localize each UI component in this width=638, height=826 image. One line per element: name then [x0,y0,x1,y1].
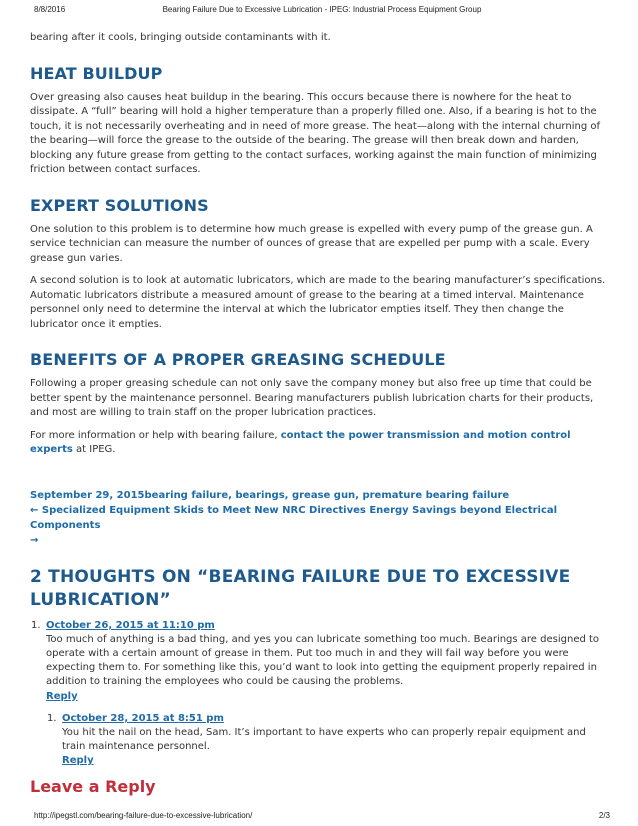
comment-reply-link[interactable]: Reply [46,690,78,702]
comment-list [30,619,610,769]
benefits-paragraph-1: Following a proper greasing schedule can not only save the company money but also free up time that could be better spent by the maintenance personnel. Bearing manufacturers publish lubrication charts for their products, and most are willing to train staff on the proper lubrication practices. [30,378,594,418]
heat-buildup-heading: HEAT BUILDUP [30,63,163,83]
previous-post-link[interactable]: ← Specialized Equipment Skids to Meet New NRC Directives Energy Savings beyond Electrical Components [30,504,558,531]
comment-replies [46,712,610,769]
benefits-text-after: at IPEG. [72,444,116,455]
comment-timestamp-link[interactable]: October 28, 2015 at 8:51 pm [62,712,224,724]
post-date-link[interactable]: September 29, 2015 [30,489,145,501]
comment-reply-link[interactable]: Reply [62,755,94,767]
comment-item [30,619,610,769]
leave-reply-heading: Leave a Reply [30,776,156,796]
benefits-text-before: For more information or help with bearing failure, [30,429,281,441]
print-date: 8/8/2016 [34,5,66,14]
article-content [30,31,610,797]
post-meta [30,488,610,548]
print-url: http://ipegstl.com/bearing-failure-due-to-excessive-lubrication/ [34,811,253,820]
post-meta-row [30,488,610,503]
print-page-number: 2/3 [598,811,610,820]
comment-timestamp-link[interactable]: October 26, 2015 at 11:10 pm [46,619,215,631]
print-title: Bearing Failure Due to Excessive Lubrication - IPEG: Industrial Process Equipment Group [162,5,482,14]
comment-text: Too much of anything is a bad thing, and yes you can lubricate something too much. Bearings are designed to operate with a certain amount of grease in them. Put too much in and they will fail way before you were expecting them to. For something like this, you’d want to look into getting the equipment properly repaired in addition to training the employees who could be causing the problems. [46,633,600,688]
comment-text: You hit the nail on the head, Sam. It’s important to have experts who can properly repair equipment and train maintenance personnel. [62,726,586,753]
next-post-arrow[interactable]: → [30,534,39,546]
expert-solutions-paragraph-2: A second solution is to look at automatic lubricators, which are made to the bearing manufacturer’s specifications. Automatic lubricators distribute a measured amount of grease to the bearing at a timed interval. Maintenance personnel only need to determine the interval at which the lubricator empties itself. They then change the lubricator once it empties. [30,275,606,330]
contact-experts-link[interactable]: contact the power transmission and motion control experts [30,429,571,455]
comment-item-reply [46,712,610,769]
comments-title: 2 THOUGHTS ON “BEARING FAILURE DUE TO EXCESSIVE LUBRICATION” [30,566,571,610]
comment-number: 1. [47,712,57,724]
benefits-heading: BENEFITS OF A PROPER GREASING SCHEDULE [30,350,446,369]
heat-buildup-paragraph: Over greasing also causes heat buildup in the bearing. This occurs because there is nowhere for the heat to dissipate. A “full” bearing will hold a higher temperature than a properly filled one. Also, if a bearing is hot to the touch, it is not necessarily overheating and in need of more grease. The heat—along with the internal churning of the bearing—will force the grease to the outside of the bearing. The grease will then break down and harden, blocking any future grease from getting to the contact surfaces, working against the main function of minimizing friction between contact surfaces. [30,91,600,175]
benefits-paragraph-2 [30,429,610,458]
expert-solutions-paragraph-1: One solution to this problem is to determine how much grease is expelled with every pump of the grease gun. A service technician can measure the number of ounces of grease that are expelled per pump with a scale. Every grease gun varies. [30,223,593,264]
comment-number: 1. [31,619,41,631]
intro-tail-paragraph: bearing after it cools, bringing outside contaminants with it. [30,32,331,43]
post-tags-link[interactable]: bearing failure, bearings, grease gun, premature bearing failure [144,489,510,501]
expert-solutions-heading: EXPERT SOLUTIONS [30,195,209,215]
